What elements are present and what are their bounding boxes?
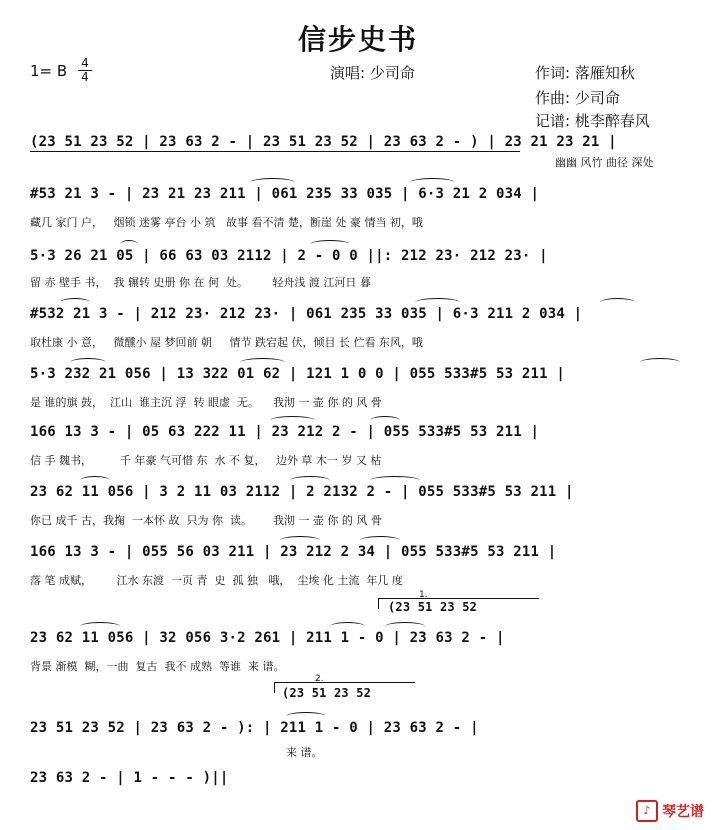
slur [410, 178, 455, 187]
lyric-line-9: 背景 渐模 糊，一曲 复古 我不 成熟 等谁 来 谱。 [30, 660, 285, 673]
notation-line-3: 5·3 26 21 05 | 66 63 03 2112 | 2 - 0 0 ||: 212 23· 212 23· | [30, 248, 548, 264]
lyric-line-8: 落 笔 成赋， 江水 东渡 一页 青 史 孤 独 哦， 尘埃 化 土流 年几 度 [30, 574, 403, 587]
lyric-line-4: 取杜康 小 意， 微醺小 屋 梦回前 朝 情节 跌宕起 伏，倾目 长 伫看 东风，哦 [30, 336, 423, 349]
logo-text: 琴艺谱 [662, 804, 704, 820]
logo-icon: ♪ [636, 800, 658, 822]
meter-top: 4 [81, 56, 89, 70]
notation-line-2: #53 21 3 - | 23 21 23 211 | 061 235 33 035 | 6·3 21 2 034 | [30, 186, 540, 202]
slur [600, 298, 635, 307]
song-title: 信步史书 [297, 23, 418, 56]
slur [286, 712, 326, 721]
site-logo [636, 800, 704, 822]
notation-line-7: 23 62 11 056 | 3 2 11 03 2112 | 2 2132 2 - | 055 533#5 53 211 | [30, 484, 574, 500]
key-signature: 1= B [30, 62, 68, 80]
notation-line-8: 166 13 3 - | 055 56 03 211 | 23 212 2 34 | 055 533#5 53 211 | [30, 544, 557, 560]
slur [80, 622, 120, 631]
underline [30, 151, 520, 152]
slur [270, 416, 315, 425]
intro-repeat-notation: (23 51 23 52 [388, 600, 478, 614]
slur [80, 476, 110, 485]
slur [640, 358, 680, 367]
lyric-line-7: 你已 成千 古，我掬 一本怀 故 只为 你 读。 我沏 一 壶 你 的 风 骨 [30, 514, 382, 527]
outro-repeat-notation: (23 51 23 52 [282, 686, 372, 700]
slur [310, 240, 350, 249]
notation-line-4: #532 21 3 - | 212 23· 212 23· | 061 235 33 035 | 6·3 211 2 034 | [30, 306, 583, 322]
composer-credit: 作曲: 少司命 [535, 89, 620, 107]
slur [370, 476, 420, 485]
slur [60, 298, 90, 307]
slur [415, 298, 460, 307]
time-signature [78, 58, 92, 83]
notation-line-10: 23 51 23 52 | 23 63 2 - ): | 211 1 - 0 | 23 63 2 - | [30, 720, 479, 736]
lyric-line-1: 幽幽 风竹 曲径 深处 [555, 156, 654, 169]
lyric-line-6: 信 手 魏书， 千 年豪 气可惜 东 水 不 复， 边外 草 木一 岁 又 枯 [30, 454, 382, 467]
transcriber-credit: 记谱: 桃李醉春风 [535, 112, 650, 130]
slur [280, 536, 320, 545]
slur [385, 622, 425, 631]
slur [70, 358, 106, 367]
lyricist-credit: 作词: 落雁知秋 [535, 64, 635, 82]
slur [120, 240, 138, 249]
meter-bottom: 4 [81, 70, 89, 84]
lyric-line-5: 是 谁的旗 鼓， 江山 谁主沉 浮 转 眼虚 无。 我沏 一 壶 你 的 风 骨 [30, 396, 382, 409]
slur [250, 178, 295, 187]
notation-line-11: 23 63 2 - | 1 - - - )|| [30, 770, 229, 786]
slur [360, 536, 400, 545]
slur [330, 622, 365, 631]
slur [290, 476, 330, 485]
lyric-line-10: 来 谱。 [286, 746, 323, 759]
singer-credit: 演唱: 少司命 [330, 64, 415, 82]
lyric-line-3: 留 赤 壁手 书， 我 辗转 史册 你 在 何 处。 轻舟浅 渡 江河日 暮 [30, 276, 371, 289]
first-ending-label: 1. [419, 590, 428, 600]
second-ending-label: 2. [315, 674, 324, 684]
notation-line-5: 5·3 232 21 056 | 13 322 01 62 | 121 1 0 0 | 055 533#5 53 211 | [30, 366, 565, 382]
notation-line-6: 166 13 3 - | 05 63 222 11 | 23 212 2 - | 055 533#5 53 211 | [30, 424, 540, 440]
slur [240, 358, 285, 367]
notation-line-1: (23 51 23 52 | 23 63 2 - | 23 51 23 52 | 23 63 2 - ) | 23 21 23 21 | [30, 134, 617, 150]
lyric-line-2: 藏几 家门 户， 烟锁 迷雾 亭台 小 筑 故事 看不清 楚，断崖 处 豪 情当 初，哦 [30, 216, 423, 229]
slur [370, 416, 400, 425]
notation-line-9: 23 62 11 056 | 32 056 3·2 261 | 211 1 - 0 | 23 63 2 - | [30, 630, 505, 646]
